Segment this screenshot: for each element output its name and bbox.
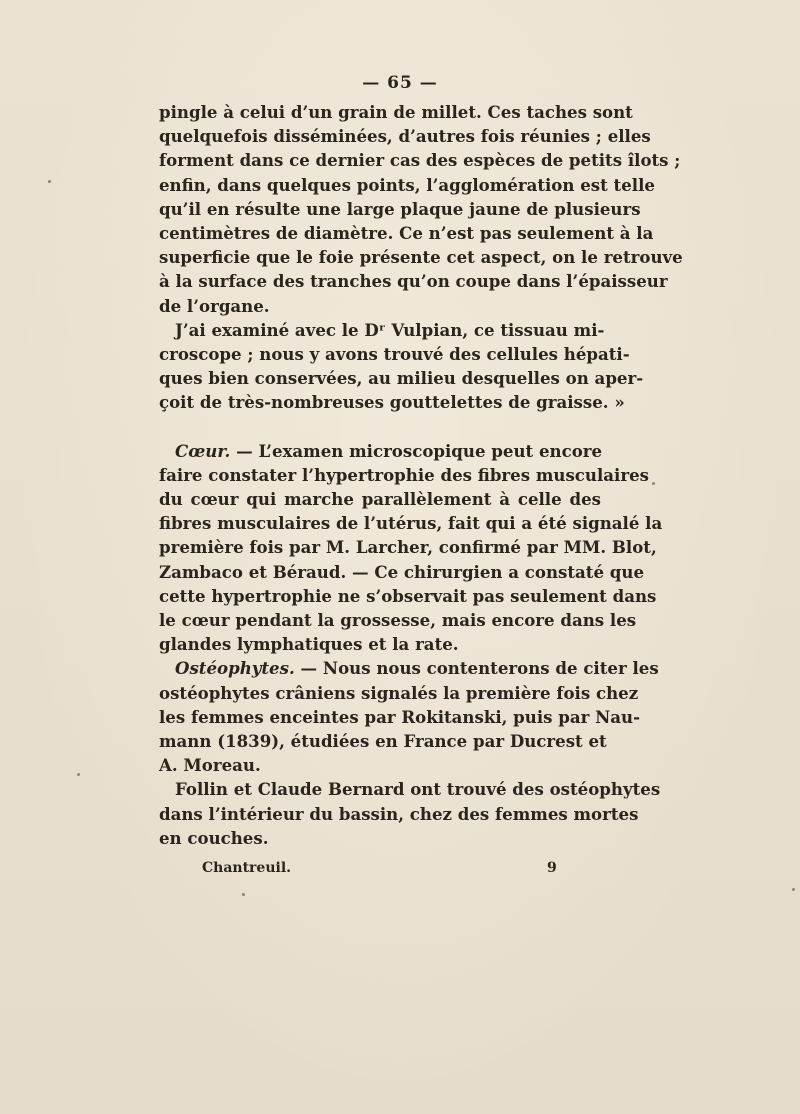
text-line (159, 656, 659, 680)
text-run: — Nous nous contenterons de citer les (300, 658, 659, 679)
text-line (159, 439, 601, 463)
text-line: croscope ; nous y avons trouvé des cellules hépati- (159, 344, 630, 365)
text-line: dans l’intérieur du bassin, chez des femmes mortes (159, 803, 639, 824)
text-line: centimètres de diamètre. Ce n’est pas seulement à la (159, 223, 654, 244)
text-line: à la surface des tranches qu’on coupe dans l’épaisseur (159, 271, 668, 292)
paper-speck (792, 888, 795, 891)
text-line: çoit de très-nombreuses gouttelettes de graisse. » (159, 392, 625, 413)
paper-speck (242, 893, 245, 896)
text-line: mann (1839), étudiées en France par Ducrest et (159, 731, 607, 752)
text-run: — L’examen microscopique peut encore (236, 440, 603, 461)
text-line: forment dans ce dernier cas des espèces de petits îlots ; (159, 150, 681, 171)
text-line: glandes lymphatiques et la rate. (159, 634, 459, 655)
page-number: — 65 — (362, 73, 438, 93)
text-line: les femmes enceintes par Rokitanski, puis par Nau- (159, 706, 641, 727)
footer-author: Chantreuil. (202, 860, 292, 876)
text-line: superficie que le foie présente cet aspect, on le retrouve (159, 247, 683, 268)
text-line: ques bien conservées, au milieu desquelles on aper- (159, 368, 644, 389)
text-line: enfin, dans quelques points, l’agglomération est telle (159, 174, 655, 195)
text-line: faire constater l’hypertrophie des fibres musculaires (159, 464, 649, 485)
text-line: fibres musculaires de l’utérus, fait qui a été signalé la (159, 513, 663, 534)
text-line: pingle à celui d’un grain de millet. Ces taches sont (159, 102, 633, 122)
text-line: ostéophytes crâniens signalés la première fois chez (159, 682, 639, 703)
text-line: quelquefois disséminées, d’autres fois réunies ; elles (159, 126, 651, 147)
text-line: qu’il en résulte une large plaque jaune de plusieurs (159, 198, 641, 219)
paper-speck (77, 773, 80, 776)
paper-speck (652, 482, 655, 485)
text-line: cette hypertrophie ne s’observait pas seulement dans (159, 585, 657, 606)
section-heading-coeur: Cœur. (175, 440, 231, 461)
paragraph-gap (159, 415, 601, 439)
footer-signature-mark: 9 (547, 860, 557, 876)
body-text (159, 100, 683, 850)
text-line: le cœur pendant la grossesse, mais encore dans les (159, 610, 637, 631)
text-line: de l’organe. (159, 295, 270, 316)
paper-speck (48, 180, 51, 183)
text-line: Zambaco et Béraud. — Ce chirurgien a constaté que (159, 561, 645, 582)
text-line: première fois par M. Larcher, confirmé par MM. Blot, (159, 537, 657, 558)
section-heading-osteophytes: Ostéophytes. (175, 658, 295, 679)
text-line: du cœur qui marche parallèlement à celle des (159, 489, 601, 510)
text-line: J’ai examiné avec le Dʳ Vulpian, ce tissuau mi- (175, 319, 605, 340)
text-line: A. Moreau. (159, 755, 261, 776)
text-line: Follin et Claude Bernard ont trouvé des ostéophytes (175, 779, 661, 800)
text-line: en couches. (159, 827, 269, 848)
